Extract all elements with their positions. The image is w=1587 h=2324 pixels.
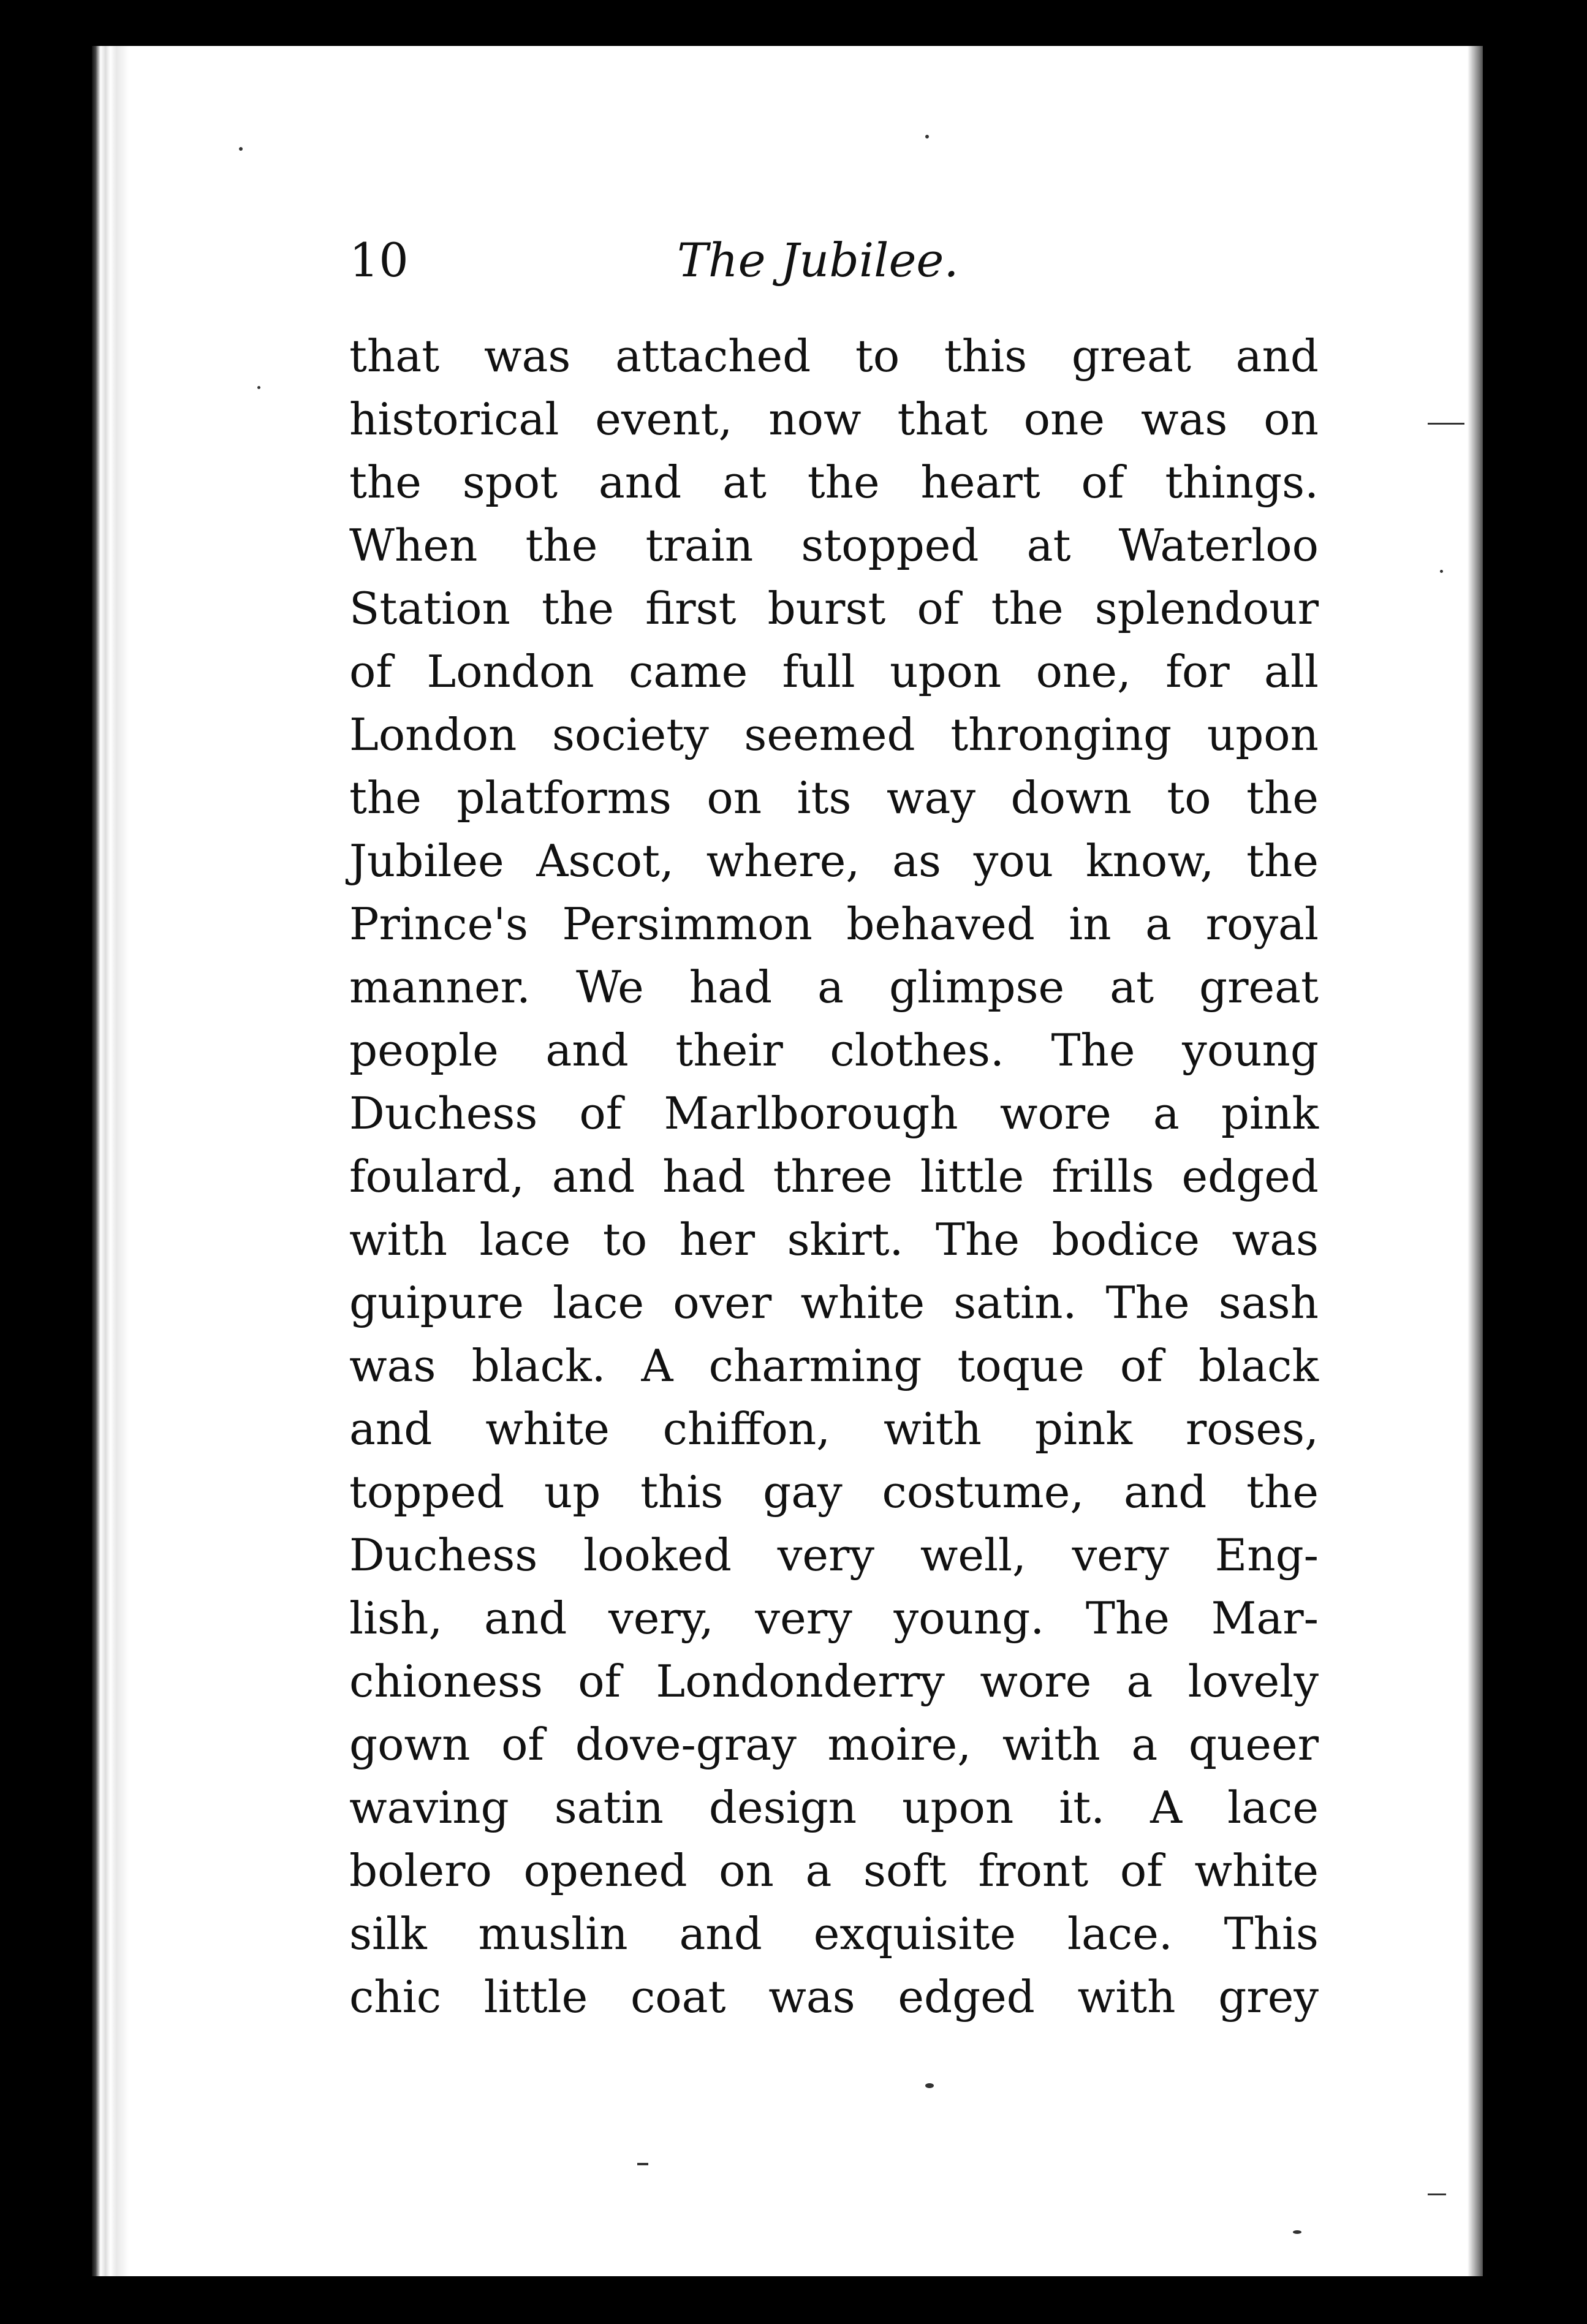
scan-edge-left (92, 46, 129, 2276)
body-text (349, 325, 1319, 2029)
text-line: gown of dove-gray moire, with a queer (349, 1719, 1319, 1770)
scan-speck (925, 135, 929, 138)
text-line: of London came full upon one, for all (349, 646, 1319, 697)
text-line: silk muslin and exquisite lace. This (349, 1908, 1319, 1959)
text-line: Jubilee Ascot, where, as you know, the (349, 835, 1319, 887)
text-line: topped up this gay costume, and the (349, 1466, 1319, 1518)
text-line: When the train stopped at Waterloo (349, 520, 1319, 571)
text-line: with lace to her skirt. The bodice was (349, 1214, 1319, 1265)
text-line: bolero opened on a soft front of white (349, 1845, 1319, 1896)
scan-edge-right (1483, 37, 1532, 2279)
text-line: waving satin design upon it. A lace (349, 1782, 1319, 1833)
page-number: 10 (349, 233, 409, 287)
text-line: Duchess of Marlborough wore a pink (349, 1088, 1319, 1139)
text-line: Prince's Persimmon behaved in a royal (349, 898, 1319, 950)
text-line: London society seemed thronging upon (349, 709, 1319, 760)
scan-speck (637, 2163, 648, 2165)
running-title: The Jubilee. (677, 233, 959, 287)
text-line: foulard, and had three little frills edged (349, 1151, 1319, 1202)
scan-speck (1440, 570, 1443, 573)
scan-speck (239, 147, 243, 151)
scan-speck (1428, 2193, 1446, 2195)
text-line: chioness of Londonderry wore a lovely (349, 1656, 1319, 1707)
running-head (349, 233, 987, 300)
text-line: people and their clothes. The young (349, 1024, 1319, 1076)
text-line: historical event, now that one was on (349, 393, 1319, 445)
text-line: manner. We had a glimpse at great (349, 961, 1319, 1013)
text-line: and white chiffon, with pink roses, (349, 1403, 1319, 1455)
text-line: the platforms on its way down to the (349, 772, 1319, 823)
scan-speck (257, 386, 260, 389)
text-line: that was attached to this great and (349, 330, 1319, 382)
text-line: the spot and at the heart of things. (349, 456, 1319, 508)
scan-speck (1293, 2230, 1301, 2234)
scan-speck (1428, 423, 1464, 425)
text-line: Station the first burst of the splendour (349, 583, 1319, 634)
text-line: chic little coat was edged with grey (349, 1971, 1319, 2023)
scan-speck (925, 2083, 934, 2088)
text-line: Duchess looked very well, very Eng- (349, 1529, 1319, 1581)
text-line: was black. A charming toque of black (349, 1340, 1319, 1391)
text-line: lish, and very, very young. The Mar- (349, 1592, 1319, 1644)
text-line: guipure lace over white satin. The sash (349, 1277, 1319, 1328)
